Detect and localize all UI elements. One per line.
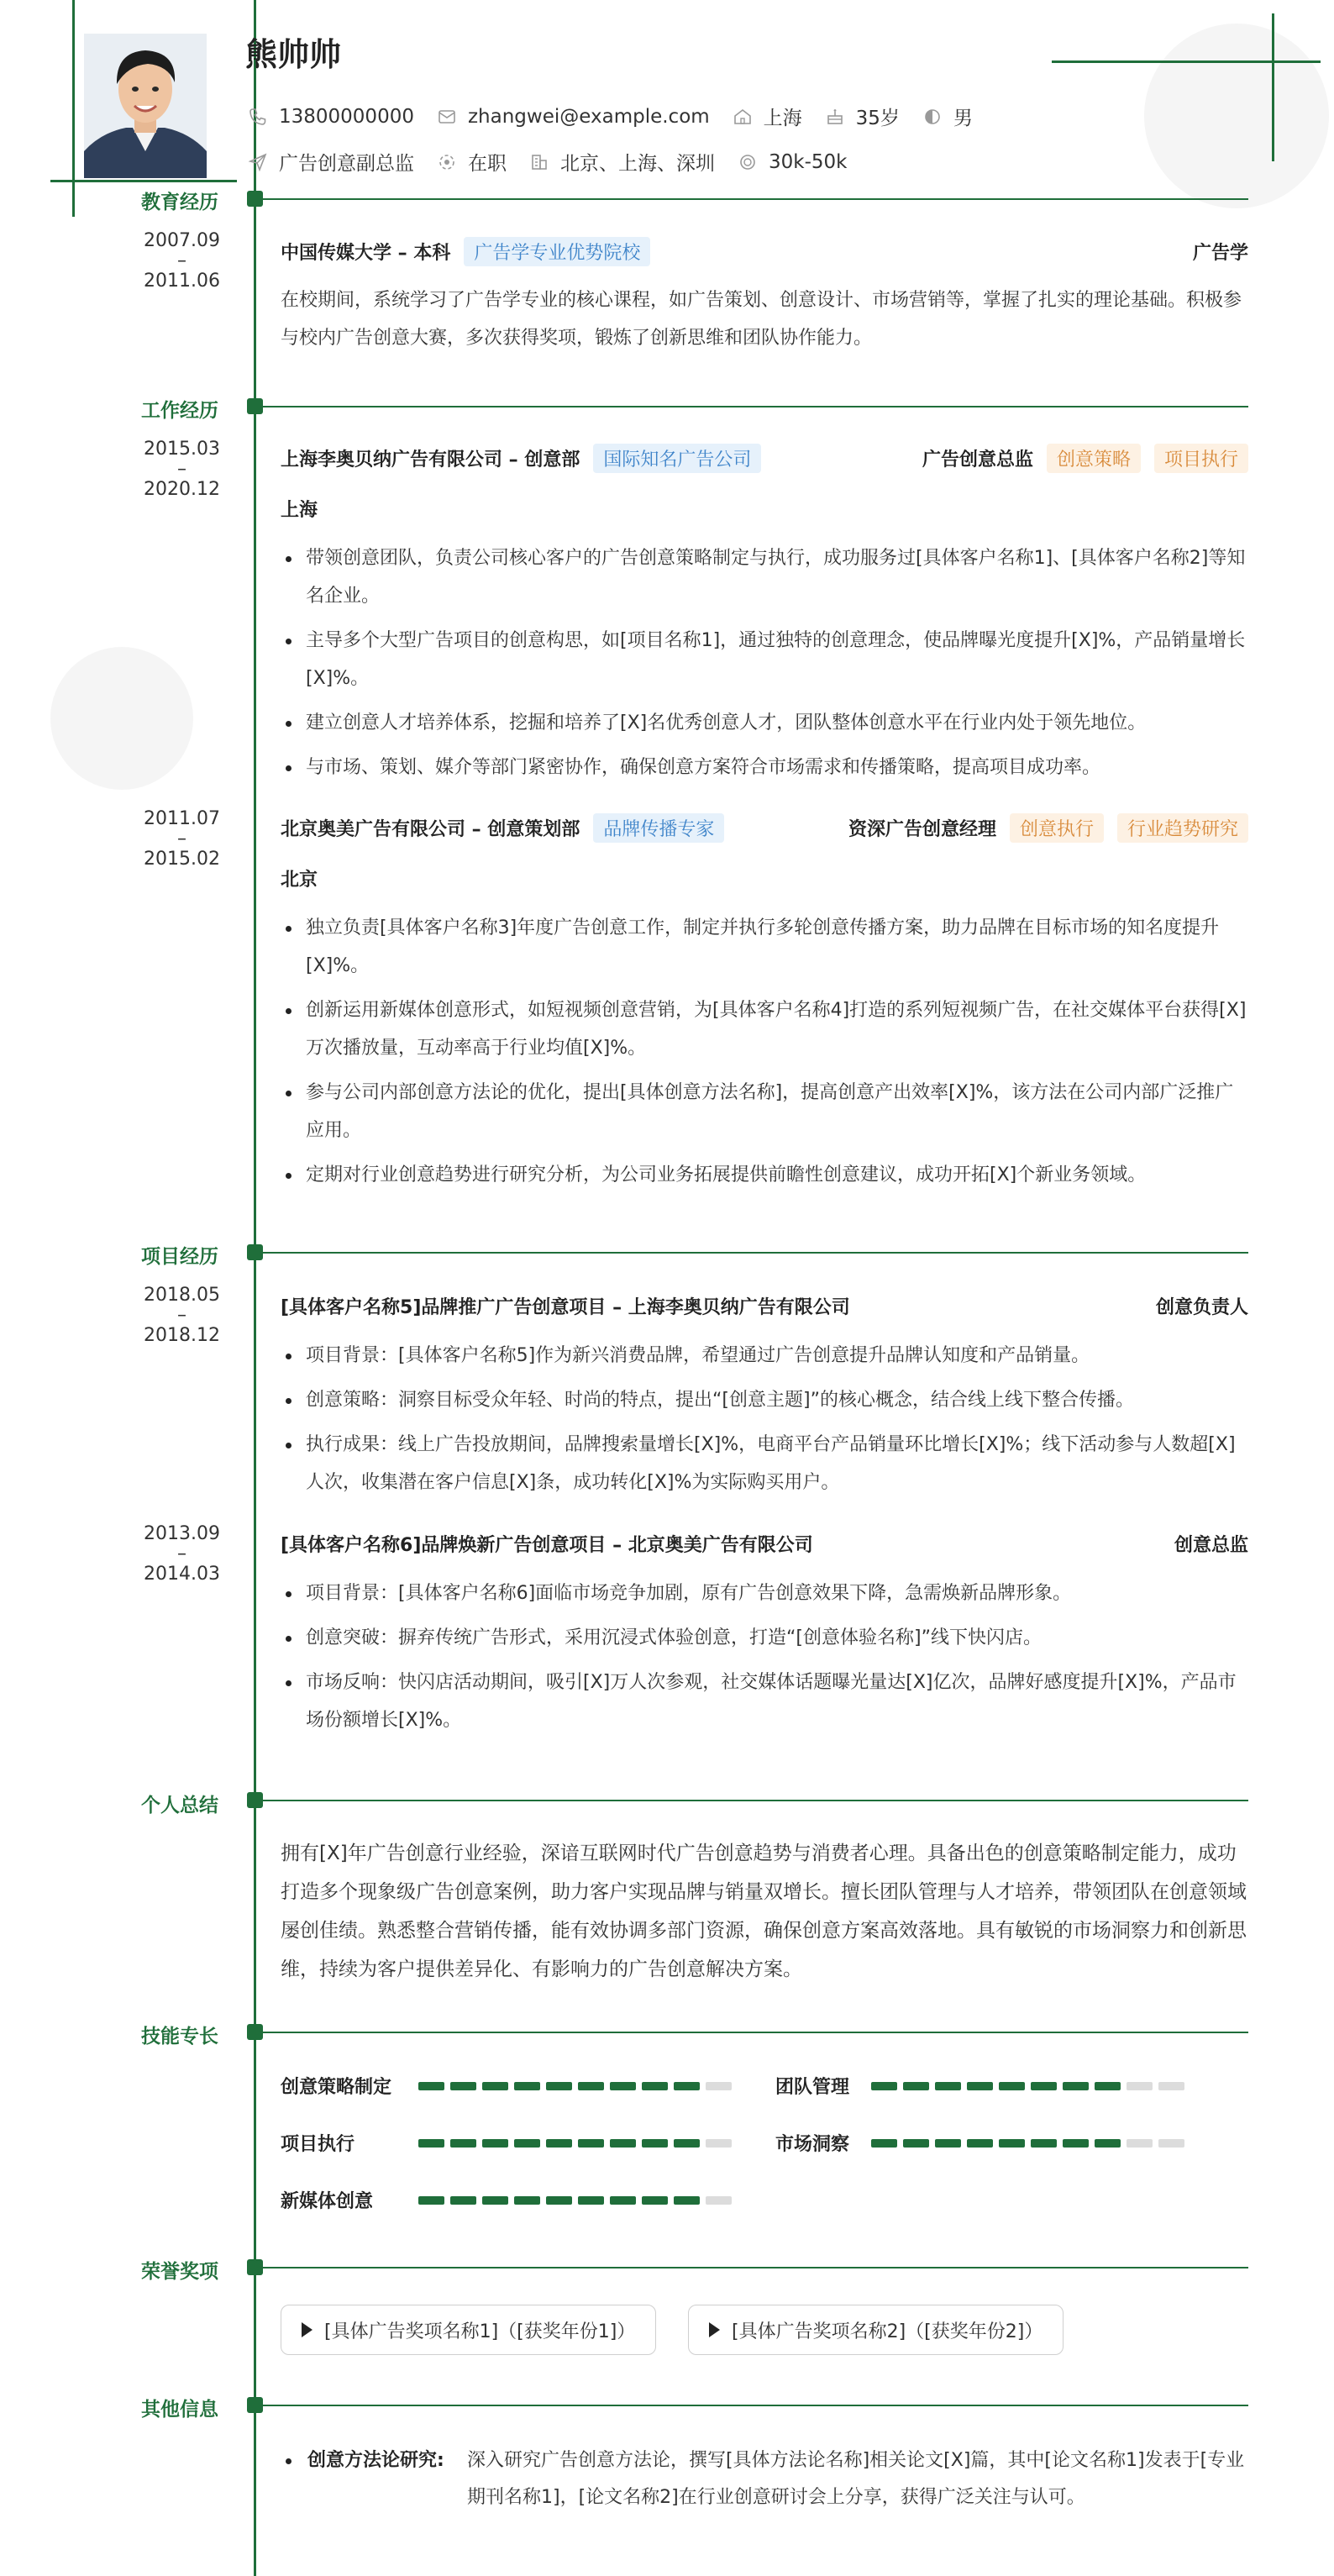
skill-level-segment xyxy=(935,2139,961,2148)
section-divider xyxy=(255,2405,1248,2406)
role-tag: 创意策略 xyxy=(1047,444,1141,473)
section-divider xyxy=(255,198,1248,200)
skill-level-segment xyxy=(674,2139,700,2148)
skill-level-segment xyxy=(935,2082,961,2090)
cake-icon xyxy=(824,106,846,128)
company-tag: 品牌传播专家 xyxy=(593,813,724,843)
section-divider xyxy=(255,1252,1248,1254)
send-icon xyxy=(247,151,269,173)
skill-level-segment xyxy=(450,2139,476,2148)
skill-level-segment xyxy=(642,2082,668,2090)
city-info xyxy=(732,103,802,130)
work-bullets xyxy=(281,539,1248,793)
skill-level-segment xyxy=(610,2082,636,2090)
gender: 男 xyxy=(953,108,973,129)
skill-item xyxy=(281,2073,738,2099)
list-item: 定期对行业创意趋势进行研究分析，为公司业务拓展提供前瞻性创意建议，成功开拓[X]个新业务领域。 xyxy=(281,1156,1248,1194)
timeline-axis xyxy=(254,0,256,2576)
list-item: 项目背景：[具体客户名称5]作为新兴消费品牌，希望通过广告创意提升品牌认知度和产品销量。 xyxy=(281,1337,1248,1375)
phone-icon xyxy=(247,106,269,128)
date-start: 2013.09 xyxy=(144,1523,220,1544)
company-name: 北京奥美广告有限公司 – 创意策划部 xyxy=(281,819,580,840)
section-divider xyxy=(255,1800,1248,1801)
skill-name: 新媒体创意 xyxy=(281,2191,374,2212)
skill-level-segment xyxy=(418,2082,444,2090)
education-date xyxy=(0,231,220,292)
skill-level-segment xyxy=(1158,2139,1184,2148)
list-item: 与市场、策划、媒介等部门紧密协作，确保创意方案符合市场需求和传播策略，提高项目成功率。 xyxy=(281,749,1248,786)
project-role: 创意负责人 xyxy=(1155,1297,1248,1318)
list-item: 执行成果：线上广告投放期间，品牌搜索量增长[X]%，电商平台产品销量环比增长[X]%；线下活动参与人数超[X]人次，收集潜在客户信息[X]条，成功转化[X]%为实际购买用户。 xyxy=(281,1426,1248,1501)
skill-level-segment xyxy=(871,2139,897,2148)
award-badge xyxy=(281,2305,656,2355)
candidate-name: 熊帅帅 xyxy=(245,36,342,73)
skill-level-segment xyxy=(1095,2082,1121,2090)
skill-level-segment xyxy=(546,2082,572,2090)
section-title-other: 其他信息 xyxy=(141,2399,218,2421)
section-title-education: 教育经历 xyxy=(141,192,218,213)
role-tag: 行业趋势研究 xyxy=(1117,813,1248,843)
date-start: 2015.03 xyxy=(144,439,220,460)
section-divider xyxy=(255,406,1248,407)
award-badge xyxy=(688,2305,1064,2355)
phone-info xyxy=(247,106,414,128)
phone-number: 13800000000 xyxy=(279,105,414,128)
skill-level-segment xyxy=(482,2196,508,2205)
date-end: 2018.12 xyxy=(144,1325,220,1346)
section-title-work: 工作经历 xyxy=(141,400,218,422)
project-bullets xyxy=(281,1575,1248,1746)
skill-level-segment xyxy=(482,2139,508,2148)
date-dash: – xyxy=(177,1305,186,1326)
skill-level-segment xyxy=(642,2139,668,2148)
skill-item xyxy=(775,2130,1190,2156)
skill-level-bar xyxy=(418,2139,738,2148)
decor-line xyxy=(1052,60,1321,63)
project-header xyxy=(281,1293,1248,1319)
other-text: 深入研究广告创意方法论，撰写[具体方法论名称]相关论文[X]篇，其中[论文名称1]发表于[专业期刊名称1]，[论文名称2]在行业创意研讨会上分享，获得广泛关注与认可。 xyxy=(467,2450,1245,2508)
target-cities-info xyxy=(528,148,715,176)
skill-level-segment xyxy=(418,2139,444,2148)
expected-salary: 30k-50k xyxy=(769,150,848,173)
date-start: 2018.05 xyxy=(144,1285,220,1306)
skill-level-segment xyxy=(1031,2139,1057,2148)
work-bullets xyxy=(281,909,1248,1201)
decor-line xyxy=(50,180,237,182)
list-item: 项目背景：[具体客户名称6]面临市场竞争加剧，原有广告创意效果下降，急需焕新品牌形象。 xyxy=(281,1575,1248,1612)
building-icon xyxy=(528,151,550,173)
major: 广告学 xyxy=(1192,243,1248,264)
salary-info xyxy=(737,151,847,173)
date-end: 2015.02 xyxy=(144,849,220,870)
company-tag: 国际知名广告公司 xyxy=(593,444,761,473)
skill-level-bar xyxy=(871,2139,1190,2148)
gender-info xyxy=(922,103,973,130)
skill-name: 市场洞察 xyxy=(775,2134,850,2155)
job-intent-row xyxy=(247,148,869,176)
email-info xyxy=(436,106,710,128)
education-header xyxy=(281,237,1248,266)
section-divider xyxy=(255,2032,1248,2033)
skill-level-segment xyxy=(967,2082,993,2090)
skill-level-segment xyxy=(674,2082,700,2090)
skill-level-segment xyxy=(514,2139,540,2148)
age-info xyxy=(824,103,900,130)
age: 35岁 xyxy=(855,108,900,129)
section-title-awards: 荣誉奖项 xyxy=(141,2261,218,2283)
position-info xyxy=(247,148,414,176)
list-item: 创新运用新媒体创意形式，如短视频创意营销，为[具体客户名称4]打造的系列短视频广告，在社交媒体平台获得[X]万次播放量，互动率高于行业均值[X]%。 xyxy=(281,991,1248,1067)
work-header xyxy=(281,813,1248,843)
decor-line xyxy=(1272,13,1274,161)
skill-level-segment xyxy=(578,2139,604,2148)
project-date xyxy=(0,1524,220,1585)
project-date xyxy=(0,1285,220,1346)
skill-level-segment xyxy=(450,2196,476,2205)
skill-name: 创意策略制定 xyxy=(281,2077,392,2098)
home-icon xyxy=(732,106,754,128)
date-dash: – xyxy=(177,250,186,271)
school-name: 中国传媒大学 – 本科 xyxy=(281,243,451,264)
coin-icon xyxy=(737,151,759,173)
date-dash: – xyxy=(177,1543,186,1564)
date-dash: – xyxy=(177,828,186,849)
section-divider xyxy=(255,2267,1248,2268)
skill-level-segment xyxy=(674,2196,700,2205)
skill-level-bar xyxy=(418,2082,738,2090)
decor-line xyxy=(72,0,75,217)
skill-level-segment xyxy=(967,2139,993,2148)
summary-text: 拥有[X]年广告创意行业经验，深谙互联网时代广告创意趋势与消费者心理。具备出色的创意策略制定能力，成功打造多个现象级广告创意案例，助力客户实现品牌与销量双增长。擅长团队管理与人才培养，带领团队在创意领域屡创佳绩。熟悉整合营销传播，能有效协调多部门资源，确保创意方案高效落地。具有敏锐的市场洞察力和创新思维，持续为客户提供差异化、有影响力的广告创意解决方案。 xyxy=(281,1843,1247,1980)
list-item: 建立创意人才培养体系，挖掘和培养了[X]名优秀创意人才，团队整体创意水平在行业内处于领先地位。 xyxy=(281,704,1248,742)
job-status: 在职 xyxy=(468,153,507,175)
skill-level-segment xyxy=(610,2196,636,2205)
skill-level-segment xyxy=(418,2196,444,2205)
decor-circle-left xyxy=(50,647,193,790)
skill-level-segment xyxy=(706,2196,732,2205)
skill-level-segment xyxy=(1063,2082,1089,2090)
decor-circle-top-right xyxy=(1144,24,1329,208)
company-name: 上海李奥贝纳广告有限公司 – 创意部 xyxy=(281,449,580,471)
skill-level-segment xyxy=(642,2196,668,2205)
target-cities: 北京、上海、深圳 xyxy=(560,153,715,175)
skill-level-segment xyxy=(1127,2082,1153,2090)
target-position: 广告创意副总监 xyxy=(279,153,414,175)
skill-item xyxy=(775,2073,1190,2099)
list-item: 市场反响：快闪店活动期间，吸引[X]万人次参观，社交媒体话题曝光量达[X]亿次，品牌好感度提升[X]%，产品市场份额增长[X]%。 xyxy=(281,1664,1248,1739)
skill-level-segment xyxy=(610,2139,636,2148)
current-city: 上海 xyxy=(763,108,802,129)
work-city: 北京 xyxy=(281,870,318,891)
project-bullets xyxy=(281,1337,1248,1508)
skill-level-segment xyxy=(1095,2139,1121,2148)
skill-level-segment xyxy=(482,2082,508,2090)
list-item: 创意突破：摒弃传统广告形式，采用沉浸式体验创意，打造“[创意体验名称]”线下快闪店。 xyxy=(281,1619,1248,1657)
project-header xyxy=(281,1531,1248,1557)
skill-level-segment xyxy=(706,2139,732,2148)
skill-level-bar xyxy=(418,2196,738,2205)
list-item: 带领创意团队，负责公司核心客户的广告创意策略制定与执行，成功服务过[具体客户名称1]、[具体客户名称2]等知名企业。 xyxy=(281,539,1248,615)
section-title-summary: 个人总结 xyxy=(141,1795,218,1816)
skill-level-segment xyxy=(999,2082,1025,2090)
skill-level-segment xyxy=(578,2196,604,2205)
triangle-icon xyxy=(302,2322,312,2337)
list-item: 主导多个大型广告项目的创意构思，如[项目名称1]，通过独特的创意理念，使品牌曝光度提升[X]%，产品销量增长[X]%。 xyxy=(281,622,1248,697)
project-name: [具体客户名称6]品牌焕新广告创意项目 – 北京奥美广告有限公司 xyxy=(281,1535,813,1556)
skill-level-segment xyxy=(1031,2082,1057,2090)
mail-icon xyxy=(436,106,458,128)
section-title-skills: 技能专长 xyxy=(141,2026,218,2048)
other-info-item xyxy=(281,2442,1248,2516)
date-end: 2011.06 xyxy=(144,271,220,292)
email-address: zhangwei@example.com xyxy=(467,105,710,128)
triangle-icon xyxy=(709,2322,720,2337)
project-role: 创意总监 xyxy=(1174,1535,1248,1556)
status-icon xyxy=(436,151,458,173)
skill-level-segment xyxy=(514,2196,540,2205)
job-title: 广告创意总监 xyxy=(922,449,1033,471)
gender-icon xyxy=(922,106,943,128)
status-info xyxy=(436,148,507,176)
skill-level-segment xyxy=(546,2139,572,2148)
work-header xyxy=(281,444,1248,473)
skill-level-segment xyxy=(1063,2139,1089,2148)
role-tag: 创意执行 xyxy=(1010,813,1104,843)
skill-level-segment xyxy=(903,2139,929,2148)
work-date xyxy=(0,809,220,870)
skill-item xyxy=(281,2130,738,2156)
date-end: 2014.03 xyxy=(144,1564,220,1585)
skill-level-segment xyxy=(999,2139,1025,2148)
education-description: 在校期间，系统学习了广告学专业的核心课程，如广告策划、创意设计、市场营销等，掌握了扎实的理论基础。积极参与校内广告创意大赛，多次获得奖项，锻炼了创新思维和团队协作能力。 xyxy=(281,290,1242,349)
skill-level-bar xyxy=(871,2082,1190,2090)
skill-name: 项目执行 xyxy=(281,2134,355,2155)
avatar xyxy=(84,34,207,178)
date-end: 2020.12 xyxy=(144,479,220,500)
project-name: [具体客户名称5]品牌推广广告创意项目 – 上海李奥贝纳广告有限公司 xyxy=(281,1297,850,1318)
work-city: 上海 xyxy=(281,500,318,521)
list-item: 独立负责[具体客户名称3]年度广告创意工作，制定并执行多轮创意传播方案，助力品牌在目标市场的知名度提升[X]%。 xyxy=(281,909,1248,985)
role-tag: 项目执行 xyxy=(1154,444,1248,473)
skill-level-segment xyxy=(578,2082,604,2090)
skill-level-segment xyxy=(546,2196,572,2205)
award-name: [具体广告奖项名称2]（[获奖年份2]） xyxy=(732,2321,1043,2342)
section-title-projects: 项目经历 xyxy=(141,1246,218,1268)
job-title: 资深广告创意经理 xyxy=(848,819,996,840)
list-item: 创意策略：洞察目标受众年轻、时尚的特点，提出“[创意主题]”的核心概念，结合线上线下整合传播。 xyxy=(281,1381,1248,1419)
work-date xyxy=(0,439,220,500)
other-label: 创意方法论研究: xyxy=(307,2450,444,2471)
skill-level-segment xyxy=(903,2082,929,2090)
list-item: 参与公司内部创意方法论的优化，提出[具体创意方法名称]，提高创意产出效率[X]%，该方法在公司内部广泛推广应用。 xyxy=(281,1074,1248,1149)
contact-row xyxy=(247,103,995,130)
skill-level-segment xyxy=(706,2082,732,2090)
skill-item xyxy=(281,2187,738,2213)
bullet-dot xyxy=(286,2458,291,2464)
school-tag: 广告学专业优势院校 xyxy=(464,237,650,266)
date-start: 2007.09 xyxy=(144,230,220,251)
skill-level-segment xyxy=(871,2082,897,2090)
award-name: [具体广告奖项名称1]（[获奖年份1]） xyxy=(324,2321,636,2342)
skill-level-segment xyxy=(450,2082,476,2090)
skill-level-segment xyxy=(1158,2082,1184,2090)
date-dash: – xyxy=(177,459,186,480)
skill-level-segment xyxy=(1127,2139,1153,2148)
date-start: 2011.07 xyxy=(144,808,220,829)
skill-level-segment xyxy=(514,2082,540,2090)
skill-name: 团队管理 xyxy=(775,2077,850,2098)
